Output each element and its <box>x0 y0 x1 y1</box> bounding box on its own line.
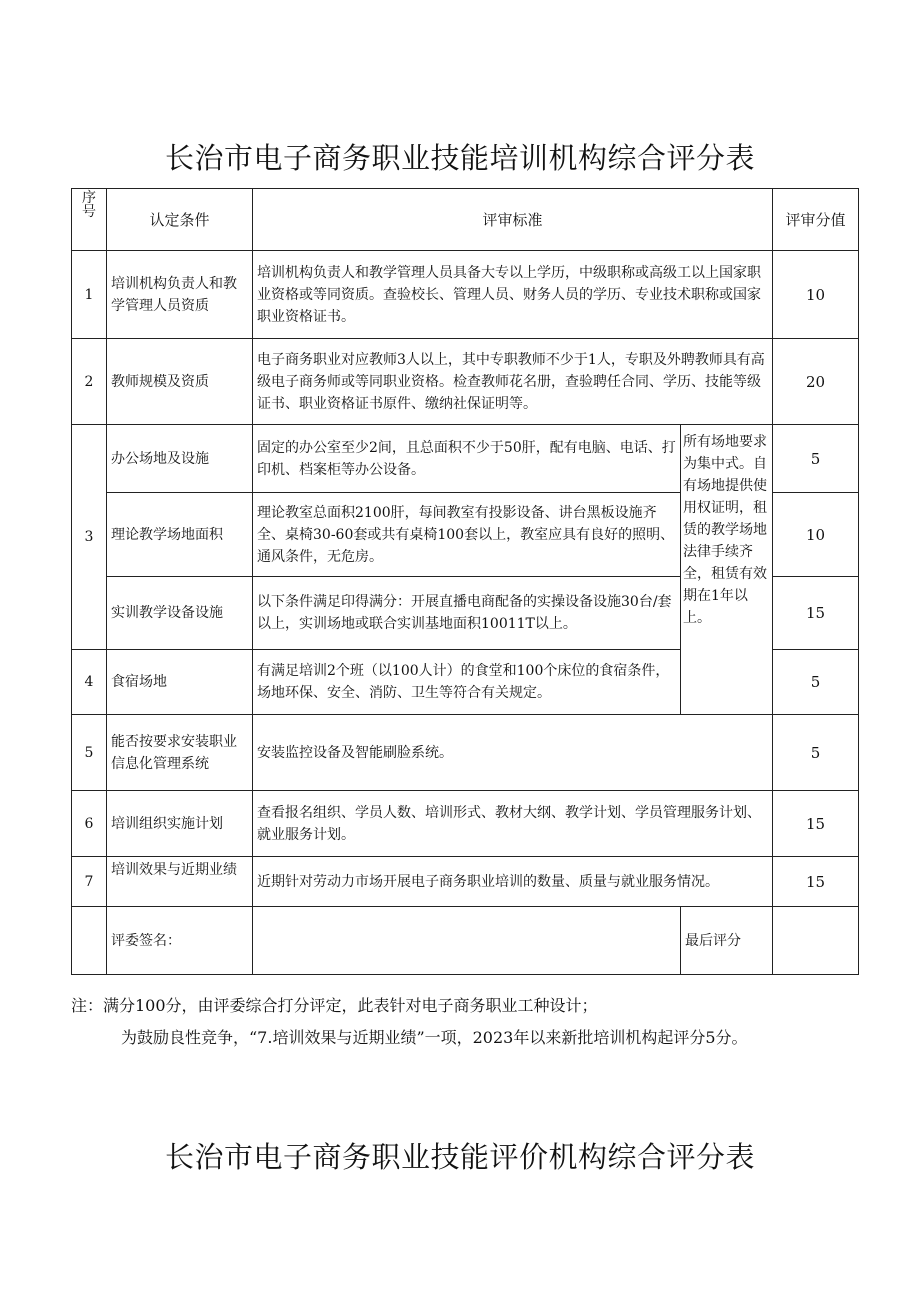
table-row <box>72 425 859 493</box>
header-seq: 序号 <box>72 189 107 251</box>
row-score: 10 <box>773 251 859 339</box>
row-seq: 3 <box>72 425 107 650</box>
row-standard: 理论教室总面积2100肝，每间教室有投影设备、讲台黑板设施齐全、桌椅30-60套或共有桌椅100套以上，教室应具有良好的照明、通风条件，无危房。 <box>253 493 681 577</box>
row-score: 15 <box>773 791 859 857</box>
row-condition: 培训组织实施计划 <box>107 791 253 857</box>
table-row <box>72 715 859 791</box>
secondary-title: 长治市电子商务职业技能评价机构综合评分表 <box>164 1140 755 1174</box>
note-line-2: 为鼓励良性竞争，“7.培训效果与近期业绩”一项，2023年以来新批培训机构起评分5分。 <box>121 1028 748 1047</box>
row-seq: 5 <box>72 715 107 791</box>
site-requirement-note: 所有场地要求为集中式。自有场地提供使用权证明，租赁的教学场地法律手续齐全，租赁有效期在1年以上。 <box>681 425 773 715</box>
header-standard: 评审标准 <box>253 189 773 251</box>
notes <box>71 990 881 1054</box>
row-seq: 6 <box>72 791 107 857</box>
row-score: 5 <box>773 425 859 493</box>
note-line-1: 注：满分100分，由评委综合打分评定，此表针对电子商务职业工种设计； <box>71 996 598 1015</box>
table-row <box>72 791 859 857</box>
row-standard: 培训机构负责人和教学管理人员具备大专以上学历，中级职称或高级工以上国家职业资格或等同资质。查验校长、管理人员、财务人员的学历、专业技术职称或国家职业资格证书。 <box>253 251 773 339</box>
row-seq: 1 <box>72 251 107 339</box>
row-score: 15 <box>773 857 859 907</box>
row-condition: 培训机构负责人和教学管理人员资质 <box>107 251 253 339</box>
header-score: 评审分值 <box>773 189 859 251</box>
table-row <box>72 339 859 425</box>
row-standard: 安装监控设备及智能刷脸系统。 <box>253 715 773 791</box>
row-standard: 电子商务职业对应教师3人以上，其中专职教师不少于1人，专职及外聘教师具有高级电子商务师或等同职业资格。检查教师花名册，查验聘任合同、学历、技能等级证书、职业资格证书原件、缴纳社保证明等。 <box>253 339 773 425</box>
row-score: 10 <box>773 493 859 577</box>
signature-label: 评委签名： <box>107 907 253 975</box>
row-standard: 以下条件满足印得满分：开展直播电商配备的实操设备设施30台/套以上，实训场地或联合实训基地面积10011T以上。 <box>253 577 681 650</box>
row-standard: 固定的办公室至少2间，且总面积不少于50肝，配有电脑、电话、打印机、档案柜等办公设备。 <box>253 425 681 493</box>
row-condition: 理论教学场地面积 <box>107 493 253 577</box>
row-condition: 培训效果与近期业绩 <box>107 857 253 907</box>
table-row <box>72 251 859 339</box>
row-standard: 查看报名组织、学员人数、培训形式、教材大纲、教学计划、学员管理服务计划、就业服务计划。 <box>253 791 773 857</box>
row-score: 20 <box>773 339 859 425</box>
row-standard: 有满足培训2个班（以100人计）的食堂和100个床位的食宿条件，场地环保、安全、消防、卫生等符合有关规定。 <box>253 650 681 715</box>
row-condition: 食宿场地 <box>107 650 253 715</box>
row-seq: 2 <box>72 339 107 425</box>
final-score-field[interactable] <box>773 907 859 975</box>
scoring-table <box>71 188 859 975</box>
row-condition: 能否按要求安装职业信息化管理系统 <box>107 715 253 791</box>
row-standard: 近期针对劳动力市场开展电子商务职业培训的数量、质量与就业服务情况。 <box>253 857 773 907</box>
final-score-label: 最后评分 <box>681 907 773 975</box>
row-condition: 实训教学设备设施 <box>107 577 253 650</box>
row-score: 5 <box>773 715 859 791</box>
table-row <box>72 857 859 907</box>
row-seq: 7 <box>72 857 107 907</box>
row-seq: 4 <box>72 650 107 715</box>
row-score: 5 <box>773 650 859 715</box>
row-condition: 办公场地及设施 <box>107 425 253 493</box>
signature-field[interactable] <box>253 907 681 975</box>
signature-empty-cell <box>72 907 107 975</box>
header-condition: 认定条件 <box>107 189 253 251</box>
row-condition: 教师规模及资质 <box>107 339 253 425</box>
row-score: 15 <box>773 577 859 650</box>
page-title: 长治市电子商务职业技能培训机构综合评分表 <box>164 141 755 175</box>
table-header-row <box>72 189 859 251</box>
signature-row <box>72 907 859 975</box>
